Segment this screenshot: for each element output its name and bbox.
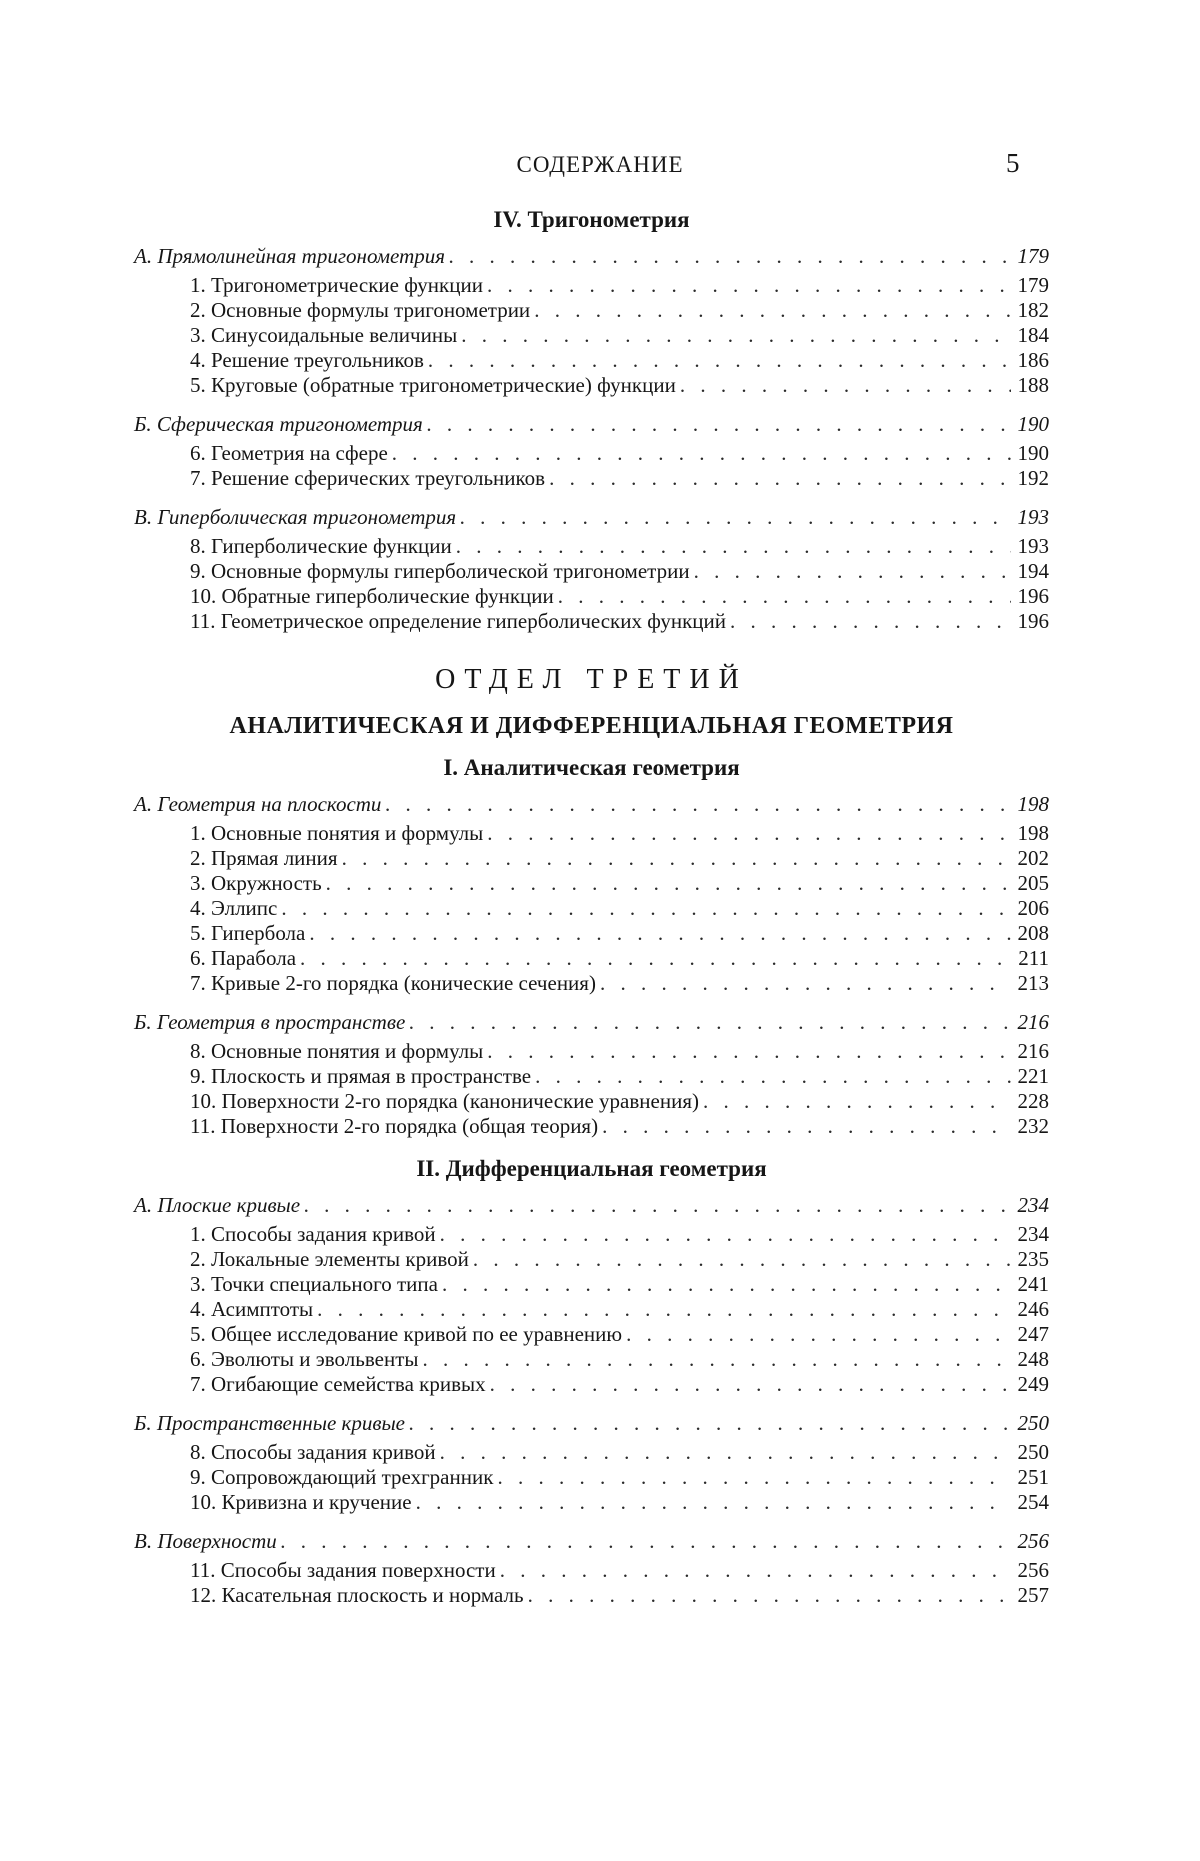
- toc-entry-page: 256: [1017, 1529, 1049, 1553]
- dot-leader: [281, 896, 1011, 921]
- dot-leader: [281, 1529, 1011, 1554]
- toc-entry: [134, 584, 1049, 609]
- toc-entry-page: 256: [1017, 1558, 1049, 1582]
- toc-entry-page: 190: [1017, 412, 1049, 436]
- toc-entry: [134, 298, 1049, 323]
- toc-entry-title: 11. Поверхности 2-го порядка (общая теория): [190, 1114, 599, 1138]
- running-head: СОДЕРЖАНИЕ: [516, 152, 684, 177]
- dot-leader: [309, 921, 1011, 946]
- dot-leader: [326, 871, 1011, 896]
- toc-entry-title: 2. Основные формулы тригонометрии: [190, 298, 531, 322]
- dot-leader: [440, 1222, 1011, 1247]
- dot-leader: [440, 1440, 1011, 1465]
- toc-entry-title: 1. Основные понятия и формулы: [190, 821, 484, 845]
- dot-leader: [428, 348, 1011, 373]
- toc-entry-page: 208: [1017, 921, 1049, 945]
- dot-leader: [500, 1558, 1011, 1583]
- toc-entry: [134, 1247, 1049, 1272]
- dot-leader: [487, 273, 1011, 298]
- toc-entry-title: 11. Способы задания поверхности: [190, 1558, 496, 1582]
- dot-leader: [534, 298, 1011, 323]
- toc-entry-title: 10. Поверхности 2-го порядка (канонические уравнения): [190, 1089, 699, 1113]
- toc-entry-page: 235: [1017, 1247, 1049, 1271]
- toc-entry-title: 10. Обратные гиперболические функции: [190, 584, 554, 608]
- toc-entry-title: 1. Тригонометрические функции: [190, 273, 483, 297]
- toc-entry-page: 190: [1017, 441, 1049, 465]
- toc-entry: [134, 846, 1049, 871]
- toc-entry-page: 251: [1017, 1465, 1049, 1489]
- toc-entry-page: 205: [1017, 871, 1049, 895]
- toc-entry-page: 257: [1017, 1583, 1049, 1607]
- toc-entry-title: 8. Основные понятия и формулы: [190, 1039, 484, 1063]
- dot-leader: [300, 946, 1011, 971]
- dot-leader: [487, 821, 1011, 846]
- toc-entry-title: 5. Гипербола: [190, 921, 306, 945]
- toc-entry-title: 6. Эволюты и эвольвенты: [190, 1347, 419, 1371]
- toc-entry-page: 216: [1017, 1039, 1049, 1063]
- dot-leader: [427, 412, 1011, 437]
- toc-section-entry: [134, 1010, 1049, 1035]
- toc-entry: [134, 534, 1049, 559]
- toc-entry-page: 250: [1017, 1411, 1049, 1435]
- toc-section-entry: [134, 792, 1049, 817]
- toc-entry-title: 4. Асимптоты: [190, 1297, 314, 1321]
- toc-entry-title: 2. Локальные элементы кривой: [190, 1247, 469, 1271]
- chapter-title: II. Дифференциальная геометрия: [416, 1156, 767, 1181]
- toc-entry-title: 2. Прямая линия: [190, 846, 338, 870]
- toc-entry-page: 188: [1017, 373, 1049, 397]
- toc-section-entry: [134, 1193, 1049, 1218]
- toc-entry-title: 7. Кривые 2-го порядка (конические сечения): [190, 971, 596, 995]
- toc-entry: [134, 871, 1049, 896]
- toc-entry-title: 6. Парабола: [190, 946, 297, 970]
- toc-section-entry: [134, 244, 1049, 269]
- toc-entry-page: 194: [1017, 559, 1049, 583]
- dot-leader: [304, 1193, 1011, 1218]
- toc-entry-page: 202: [1017, 846, 1049, 870]
- toc-entry: [134, 1372, 1049, 1397]
- dot-leader: [460, 505, 1011, 530]
- toc-entry: [134, 559, 1049, 584]
- toc-entry: [134, 373, 1049, 398]
- toc-entry-title: 9. Основные формулы гиперболической тригонометрии: [190, 559, 690, 583]
- toc-section-entry: [134, 1529, 1049, 1554]
- toc-entry-title: 8. Способы задания кривой: [190, 1440, 436, 1464]
- dot-leader: [461, 323, 1011, 348]
- dot-leader: [385, 792, 1011, 817]
- toc-entry: [134, 273, 1049, 298]
- toc-entry-page: 193: [1017, 534, 1049, 558]
- toc-entry: [134, 441, 1049, 466]
- toc-entry: [134, 1322, 1049, 1347]
- table-of-contents: [134, 204, 1049, 1622]
- page-number: 5: [1006, 148, 1020, 178]
- toc-entry-title: 10. Кривизна и кручение: [190, 1490, 412, 1514]
- toc-entry: [134, 1297, 1049, 1322]
- dot-leader: [600, 971, 1011, 996]
- toc-entry-page: 241: [1017, 1272, 1049, 1296]
- dot-leader: [473, 1247, 1011, 1272]
- toc-entry-title: 12. Касательная плоскость и нормаль: [190, 1583, 524, 1607]
- dot-leader: [449, 244, 1011, 269]
- toc-entry-page: 184: [1017, 323, 1049, 347]
- toc-section: [134, 505, 1049, 634]
- toc-entry: [134, 1272, 1049, 1297]
- toc-entry-page: 182: [1017, 298, 1049, 322]
- dot-leader: [317, 1297, 1011, 1322]
- toc-entry-title: 3. Синусоидальные величины: [190, 323, 458, 347]
- dot-leader: [703, 1089, 1011, 1114]
- division-title: ОТДЕЛ ТРЕТИЙ: [435, 664, 748, 695]
- toc-entry-title: 6. Геометрия на сфере: [190, 441, 388, 465]
- toc-entry-page: 234: [1017, 1193, 1049, 1217]
- toc-entry-title: А. Геометрия на плоскости: [134, 792, 382, 816]
- toc-section: [134, 792, 1049, 996]
- toc-entry-page: 248: [1017, 1347, 1049, 1371]
- toc-entry-page: 246: [1017, 1297, 1049, 1321]
- toc-entry-title: 5. Круговые (обратные тригонометрические) функции: [190, 373, 676, 397]
- toc-section: [134, 412, 1049, 491]
- toc-entry: [134, 971, 1049, 996]
- toc-entry-title: 1. Способы задания кривой: [190, 1222, 436, 1246]
- dot-leader: [730, 609, 1011, 634]
- toc-entry-page: 179: [1017, 244, 1049, 268]
- dot-leader: [626, 1322, 1011, 1347]
- toc-entry-title: 7. Огибающие семейства кривых: [190, 1372, 486, 1396]
- toc-entry: [134, 821, 1049, 846]
- toc-entry-title: 9. Плоскость и прямая в пространстве: [190, 1064, 532, 1088]
- toc-entry: [134, 609, 1049, 634]
- dot-leader: [490, 1372, 1011, 1397]
- toc-section: [134, 1411, 1049, 1515]
- toc-entry: [134, 323, 1049, 348]
- toc-entry: [134, 1114, 1049, 1139]
- toc-section: [134, 244, 1049, 398]
- dot-leader: [694, 559, 1011, 584]
- toc-entry-page: 192: [1017, 466, 1049, 490]
- toc-entry: [134, 1490, 1049, 1515]
- toc-entry-page: 250: [1017, 1440, 1049, 1464]
- dot-leader: [497, 1465, 1011, 1490]
- toc-section-entry: [134, 505, 1049, 530]
- dot-leader: [342, 846, 1011, 871]
- dot-leader: [487, 1039, 1011, 1064]
- toc-entry: [134, 348, 1049, 373]
- toc-entry-page: 196: [1017, 609, 1049, 633]
- toc-entry: [134, 1440, 1049, 1465]
- dot-leader: [549, 466, 1011, 491]
- dot-leader: [409, 1010, 1011, 1035]
- toc-entry-page: 234: [1017, 1222, 1049, 1246]
- toc-entry-page: 232: [1017, 1114, 1049, 1138]
- toc-entry-page: 216: [1017, 1010, 1049, 1034]
- toc-section: [134, 1010, 1049, 1139]
- chapter-sections: [134, 244, 1049, 634]
- toc-entry-page: 254: [1017, 1490, 1049, 1514]
- toc-entry-page: 193: [1017, 505, 1049, 529]
- dot-leader: [392, 441, 1011, 466]
- toc-entry: [134, 1222, 1049, 1247]
- dot-leader: [416, 1490, 1011, 1515]
- toc-entry: [134, 1064, 1049, 1089]
- dot-leader: [409, 1411, 1011, 1436]
- chapter-sections: [134, 1193, 1049, 1608]
- toc-entry-title: Б. Геометрия в пространстве: [134, 1010, 406, 1034]
- toc-section: [134, 1193, 1049, 1397]
- toc-entry-page: 206: [1017, 896, 1049, 920]
- toc-entry-page: 198: [1017, 821, 1049, 845]
- toc-entry: [134, 1039, 1049, 1064]
- toc-entry-page: 211: [1018, 946, 1049, 970]
- dot-leader: [422, 1347, 1011, 1372]
- toc-entry-page: 196: [1017, 584, 1049, 608]
- toc-entry-page: 213: [1017, 971, 1049, 995]
- dot-leader: [456, 534, 1011, 559]
- toc-entry-page: 247: [1017, 1322, 1049, 1346]
- toc-entry-page: 228: [1017, 1089, 1049, 1113]
- toc-entry-title: 3. Точки специального типа: [190, 1272, 438, 1296]
- dot-leader: [558, 584, 1011, 609]
- toc-entry: [134, 1583, 1049, 1608]
- toc-entry-title: 5. Общее исследование кривой по ее уравнению: [190, 1322, 623, 1346]
- dot-leader: [680, 373, 1011, 398]
- chapter-title: IV. Тригонометрия: [493, 207, 690, 232]
- toc-entry-title: 8. Гиперболические функции: [190, 534, 452, 558]
- toc-entry-title: Б. Пространственные кривые: [134, 1411, 405, 1435]
- toc-entry: [134, 946, 1049, 971]
- toc-entry-title: 4. Решение треугольников: [190, 348, 424, 372]
- dot-leader: [602, 1114, 1011, 1139]
- toc-entry: [134, 1558, 1049, 1583]
- chapter-sections: [134, 792, 1049, 1139]
- dot-leader: [442, 1272, 1011, 1297]
- toc-section-entry: [134, 1411, 1049, 1436]
- toc-entry-title: А. Плоские кривые: [134, 1193, 301, 1217]
- toc-entry: [134, 1465, 1049, 1490]
- toc-entry-title: 11. Геометрическое определение гиперболических функций: [190, 609, 726, 633]
- toc-entry: [134, 1089, 1049, 1114]
- toc-entry: [134, 1347, 1049, 1372]
- toc-entry-title: 4. Эллипс: [190, 896, 278, 920]
- toc-entry-title: А. Прямолинейная тригонометрия: [134, 244, 446, 268]
- chapter-title: I. Аналитическая геометрия: [443, 755, 740, 780]
- dot-leader: [535, 1064, 1011, 1089]
- toc-entry-page: 179: [1017, 273, 1049, 297]
- toc-entry-page: 186: [1017, 348, 1049, 372]
- toc-entry-title: 9. Сопровождающий трехгранник: [190, 1465, 494, 1489]
- toc-entry-page: 198: [1017, 792, 1049, 816]
- toc-entry: [134, 921, 1049, 946]
- toc-section-entry: [134, 412, 1049, 437]
- toc-entry-title: В. Гиперболическая тригонометрия: [134, 505, 457, 529]
- toc-entry-page: 221: [1017, 1064, 1049, 1088]
- toc-entry-title: 3. Окружность: [190, 871, 322, 895]
- toc-entry: [134, 466, 1049, 491]
- toc-section: [134, 1529, 1049, 1608]
- dot-leader: [528, 1583, 1011, 1608]
- toc-entry-title: Б. Сферическая тригонометрия: [134, 412, 423, 436]
- toc-entry-title: В. Поверхности: [134, 1529, 277, 1553]
- toc-entry: [134, 896, 1049, 921]
- toc-entry-title: 7. Решение сферических треугольников: [190, 466, 546, 490]
- division-subtitle: АНАЛИТИЧЕСКАЯ И ДИФФЕРЕНЦИАЛЬНАЯ ГЕОМЕТРИЯ: [229, 713, 954, 739]
- toc-entry-page: 249: [1017, 1372, 1049, 1396]
